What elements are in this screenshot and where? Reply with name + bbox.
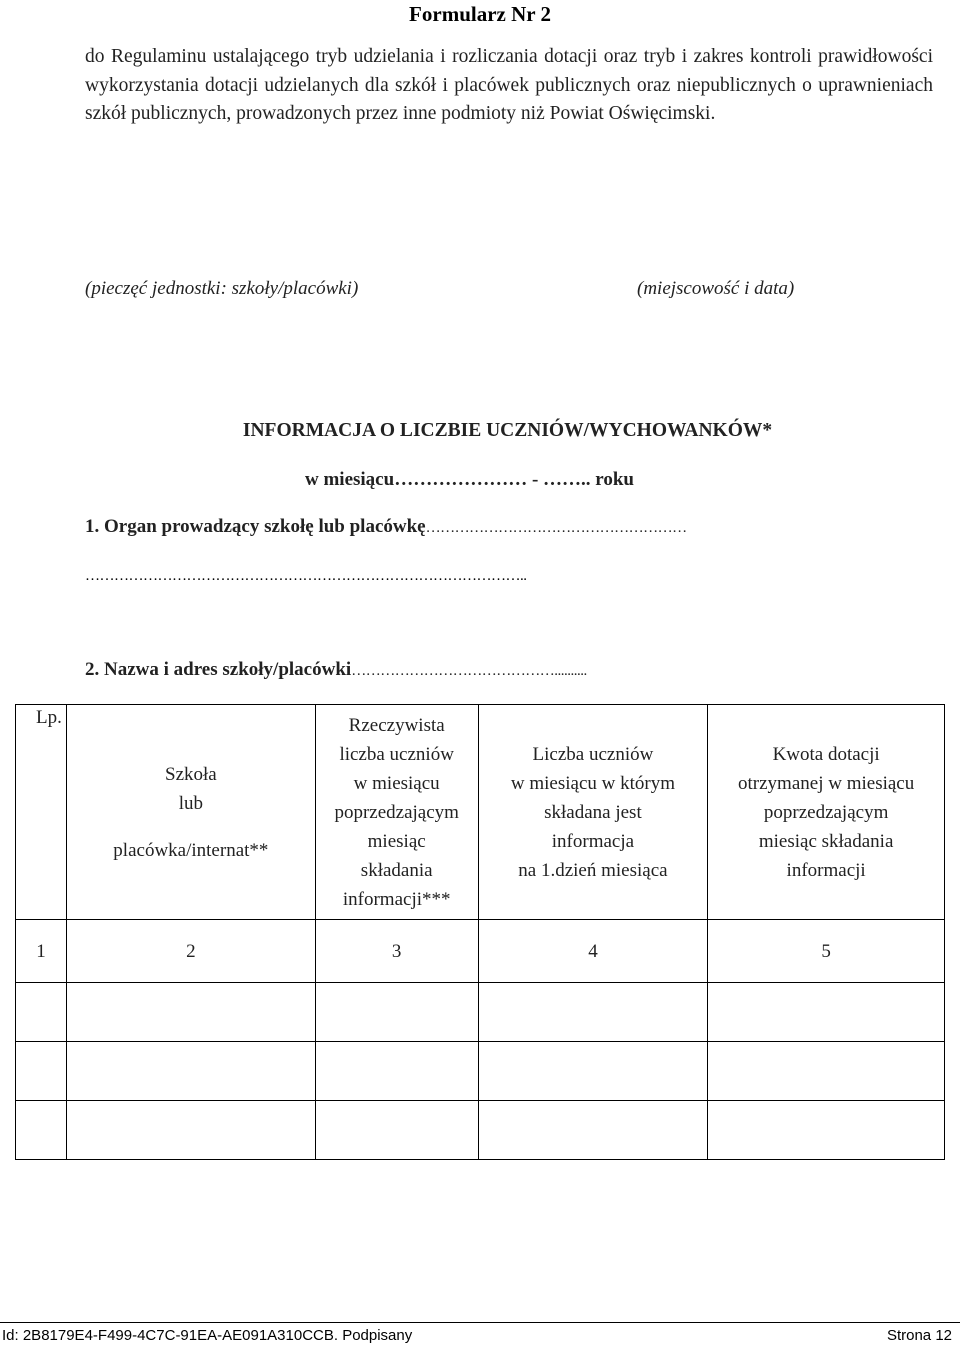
table-cell[interactable] [708,1101,945,1160]
month-dash: - [527,469,544,490]
table-cell[interactable] [708,983,945,1042]
table-cell[interactable] [478,1042,708,1101]
item-2-label: 2. Nazwa i adres szkoły/placówki [85,659,352,680]
month-line [305,469,634,491]
table-cell[interactable] [16,1101,67,1160]
month-suffix: roku [590,469,634,490]
footer-document-id: Id: 2B8179E4-F499-4C7C-91EA-AE091A310CCB. Podpisany [2,1327,413,1344]
table-row [16,983,945,1042]
item-1-dots-line2[interactable]: ……………………………………………………………………………….. [85,568,527,584]
table-cell[interactable] [478,983,708,1042]
table-cell[interactable] [16,1042,67,1101]
table-cell[interactable] [315,983,478,1042]
place-date-label: (miejscowość i data) [637,278,795,299]
header-actual-count: Rzeczywista liczba uczniów w miesiącu poprzedzającym miesiąc składania informacji*** [315,705,478,920]
table-cell[interactable] [315,1101,478,1160]
stamp-label: (pieczęć jednostki: szkoły/placówki) [85,278,359,299]
table-cell[interactable] [66,983,315,1042]
footer-page-number: Strona 12 [886,1327,952,1344]
month-dots[interactable]: ………………… [394,469,528,490]
document-heading: INFORMACJA O LICZBIE UCZNIÓW/WYCHOWANKÓW* [242,420,773,441]
table-cell[interactable] [66,1101,315,1160]
item-1-label: 1. Organ prowadzący szkołę lub placówkę [85,516,426,537]
table-row [16,1042,945,1101]
table-cell[interactable] [315,1042,478,1101]
column-number: 5 [708,920,945,983]
column-number: 4 [478,920,708,983]
table-cell[interactable] [708,1042,945,1101]
column-number: 2 [66,920,315,983]
table-row [16,1101,945,1160]
header-current-count: Liczba uczniów w miesiącu w którym składana jest informacja na 1.dzień miesiąca [478,705,708,920]
table-cell[interactable] [478,1101,708,1160]
table-cell[interactable] [66,1042,315,1101]
header-lp: Lp. [16,705,67,920]
intro-paragraph: do Regulaminu ustalającego tryb udzielania i rozliczania dotacji oraz tryb i zakres kontroli prawidłowości wykorzystania dotacji udzielanych dla szkół i placówek publicznych oraz niepublicznych o uprawnieniach szkół publicznych, prowadzonych przez inne podmioty niż Powiat Oświęcimski. [85,46,933,124]
month-prefix: w miesiącu [305,469,395,490]
page-footer [0,1322,960,1346]
table-cell[interactable] [16,983,67,1042]
item-2-dots[interactable]: …………………………………….......... [351,663,587,679]
year-dots[interactable]: …….. [543,469,591,490]
data-table [15,704,945,1160]
item-1-dots[interactable]: ……………………………………………… [425,520,687,536]
column-number: 3 [315,920,478,983]
header-subsidy-amount: Kwota dotacji otrzymanej w miesiącu poprzedzającym miesiąc składania informacji [708,705,945,920]
item-2-line [85,659,587,681]
item-1-line [85,516,687,538]
form-title: Formularz Nr 2 [409,2,551,26]
column-number: 1 [16,920,67,983]
table-header-row [16,705,945,920]
column-number-row [16,920,945,983]
header-school: Szkoła lub placówka/internat** [66,705,315,920]
